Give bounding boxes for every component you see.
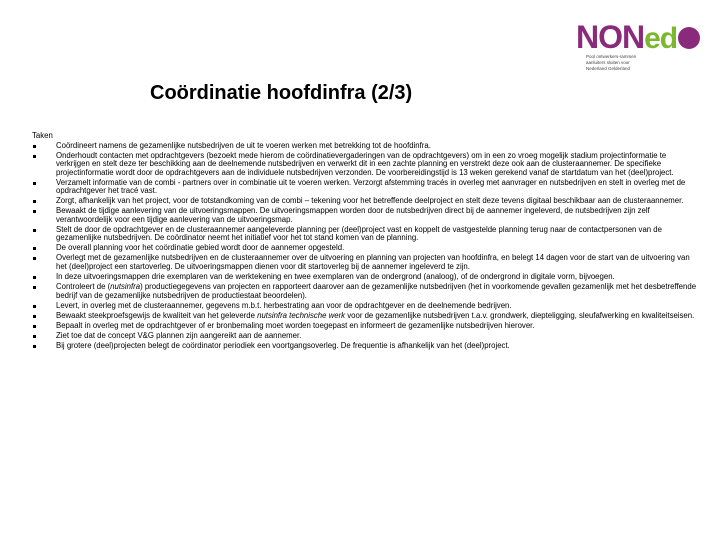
list-item xyxy=(32,152,700,178)
noned-logo xyxy=(576,20,712,76)
square-bullet-icon xyxy=(33,200,36,203)
square-bullet-icon xyxy=(33,145,36,148)
logo-text-no: NON xyxy=(576,19,645,55)
task-list xyxy=(32,142,700,351)
list-item-text: Onderhoudt contacten met opdrachtgevers (bezoekt mede hierom de coördinatievergaderingen van de opdrachtgevers) om in een zo vroeg mogelijk stadium projectinformatie te verkrijgen en stelt deze ter beschikking aan de deelnemende nutsbedrijven en verwerkt dit in een zachte planning en verstrekt deze ook aan de clusteraannemer. De specifieke projectinformatie wordt door de opdrachtgevers aan de individuele nutsbedrijven verzonden. De voorbereidingstijd is 13 weken gerekend vanaf de startdatum van het (deel)project. xyxy=(56,150,674,177)
list-item-text: Bepaalt in overleg met de opdrachtgever of er bronbemaling moet worden toegepast en informeert de gezamenlijke nutsbedrijven hierover. xyxy=(56,320,535,330)
square-bullet-icon xyxy=(33,247,36,250)
list-item xyxy=(32,207,700,224)
list-item-text: Bij grotere (deel)projecten belegt de coördinator periodiek een voortgangsoverleg. De frequentie is afhankelijk van het (deel)project. xyxy=(56,340,510,350)
list-item-text: Overlegt met de gezamenlijke nutsbedrijven en de clusteraannemer over de uitvoering en planning van projecten van hoofdinfra, en belegt 14 dagen voor de start van de uitvoering van het (deel)project een startoverleg. De uitvoeringsmappen dienen voor dit startoverleg bij de aannemer ingeleverd te zijn. xyxy=(56,253,690,272)
list-item xyxy=(32,322,700,331)
logo-tagline-line: aanluiters sluiten voor xyxy=(586,60,630,65)
list-item xyxy=(32,312,700,321)
list-item-text: Bewaakt steekproefsgewijs de kwaliteit van het geleverde xyxy=(56,310,258,320)
list-item-text: Zorgt, afhankelijk van het project, voor de totstandkoming van de combi – tekening voor het betreffende deelproject en stelt deze tevens digitaal beschikbaar aan de clusteraannemer. xyxy=(56,196,684,206)
list-item xyxy=(32,226,700,243)
logo-text-ed: ed xyxy=(644,22,678,55)
list-item-text: voor de gezamenlijke nutsbedrijven t.a.v. grondwerk, diepteligging, sleufafwerking en kwaliteitseisen. xyxy=(345,310,695,320)
list-item xyxy=(32,142,700,151)
square-bullet-icon xyxy=(33,335,36,338)
list-item xyxy=(32,342,700,351)
square-bullet-icon xyxy=(33,210,36,213)
page-title: Coördinatie hoofdinfra (2/3) xyxy=(150,82,413,104)
list-item xyxy=(32,197,700,206)
logo-tagline-line: Pool ontwerkers-rammen xyxy=(586,54,637,59)
square-bullet-icon xyxy=(33,325,36,328)
list-item-text: In deze uitvoeringsmappen drie exemplaren van de werktekening en twee exemplaren van de ondergrond (analoog), of de ondergrond in digitale vorm, bijvoegen. xyxy=(56,272,615,282)
list-item-text: Levert, in overleg met de clusteraannemer, gegevens m.b.t. herbestrating aan voor de opdrachtgever en de deelnemende bedrijven. xyxy=(56,300,512,310)
content-area xyxy=(32,132,700,352)
list-item xyxy=(32,332,700,341)
logo-tagline xyxy=(586,54,706,72)
square-bullet-icon xyxy=(33,276,36,279)
square-bullet-icon xyxy=(33,286,36,289)
list-item-text: ) productiegegevens van projecten en rapporteert daarover aan de gezamenlijke nutsbedrijven (het in voorkomende gevallen gezamenlijk met het desbetreffende bedrijf van de gezamenlijke nutsbedrijven de productiestaat beoordelen). xyxy=(56,282,697,300)
square-bullet-icon xyxy=(33,229,36,232)
circle-dot-icon xyxy=(678,27,700,49)
list-item xyxy=(32,179,700,196)
square-bullet-icon xyxy=(33,345,36,348)
square-bullet-icon xyxy=(33,315,36,318)
section-label: Taken xyxy=(32,131,53,140)
list-item xyxy=(32,302,700,311)
list-item-text: Bewaakt de tijdige aanlevering van de uitvoeringsmappen. De uitvoeringsmappen worden door de nutsbedrijven direct bij de aannemer ingeleverd, de nutsbedrijven zijn zelf verantwoordelijk voor een tijdige aanlevering van de uitvoeringsmap. xyxy=(56,206,650,224)
list-item-text: De overall planning voor het coördinatie gebied wordt door de aannemer opgesteld. xyxy=(56,243,345,253)
list-item-text: Controleert de ( xyxy=(56,282,111,292)
list-item xyxy=(32,273,700,282)
list-item xyxy=(32,254,700,271)
square-bullet-icon xyxy=(33,182,36,185)
list-item xyxy=(32,244,700,253)
list-item xyxy=(32,283,700,300)
logo-tagline-line: Nederland Gelderland xyxy=(586,66,631,71)
square-bullet-icon xyxy=(33,155,36,158)
square-bullet-icon xyxy=(33,305,36,308)
square-bullet-icon xyxy=(33,257,36,260)
list-item-text: Ziet toe dat de concept V&G plannen zijn aangereikt aan de aannemer. xyxy=(56,330,302,340)
logo-wordmark xyxy=(576,20,700,54)
list-item-text: Coördineert namens de gezamenlijke nutsbedrijven de uit te voeren werken met betrekking tot de hoofdinfra. xyxy=(56,140,431,150)
list-item-text: nutsinfra technische werk xyxy=(257,310,346,320)
list-item-text: Stelt de door de opdrachtgever en de clusteraannemer aangeleverde planning per (deel)project vast en koppelt de vastgestelde planning terug naar de contactpersonen van de gezamenlijke nutsbedrijven. De coördinator neemt het initiatief voor het tot stand komen van de planning. xyxy=(56,224,662,243)
list-item-text: Verzamelt informatie van de combi - partners over in combinatie uit te voeren werken. Verzorgt afstemming tracés in overleg met aanvrager en nutsbedrijven en stelt in overleg met de opdrachtgever het tracé vast. xyxy=(56,177,686,196)
list-item-text: nutsinfra xyxy=(110,282,141,292)
